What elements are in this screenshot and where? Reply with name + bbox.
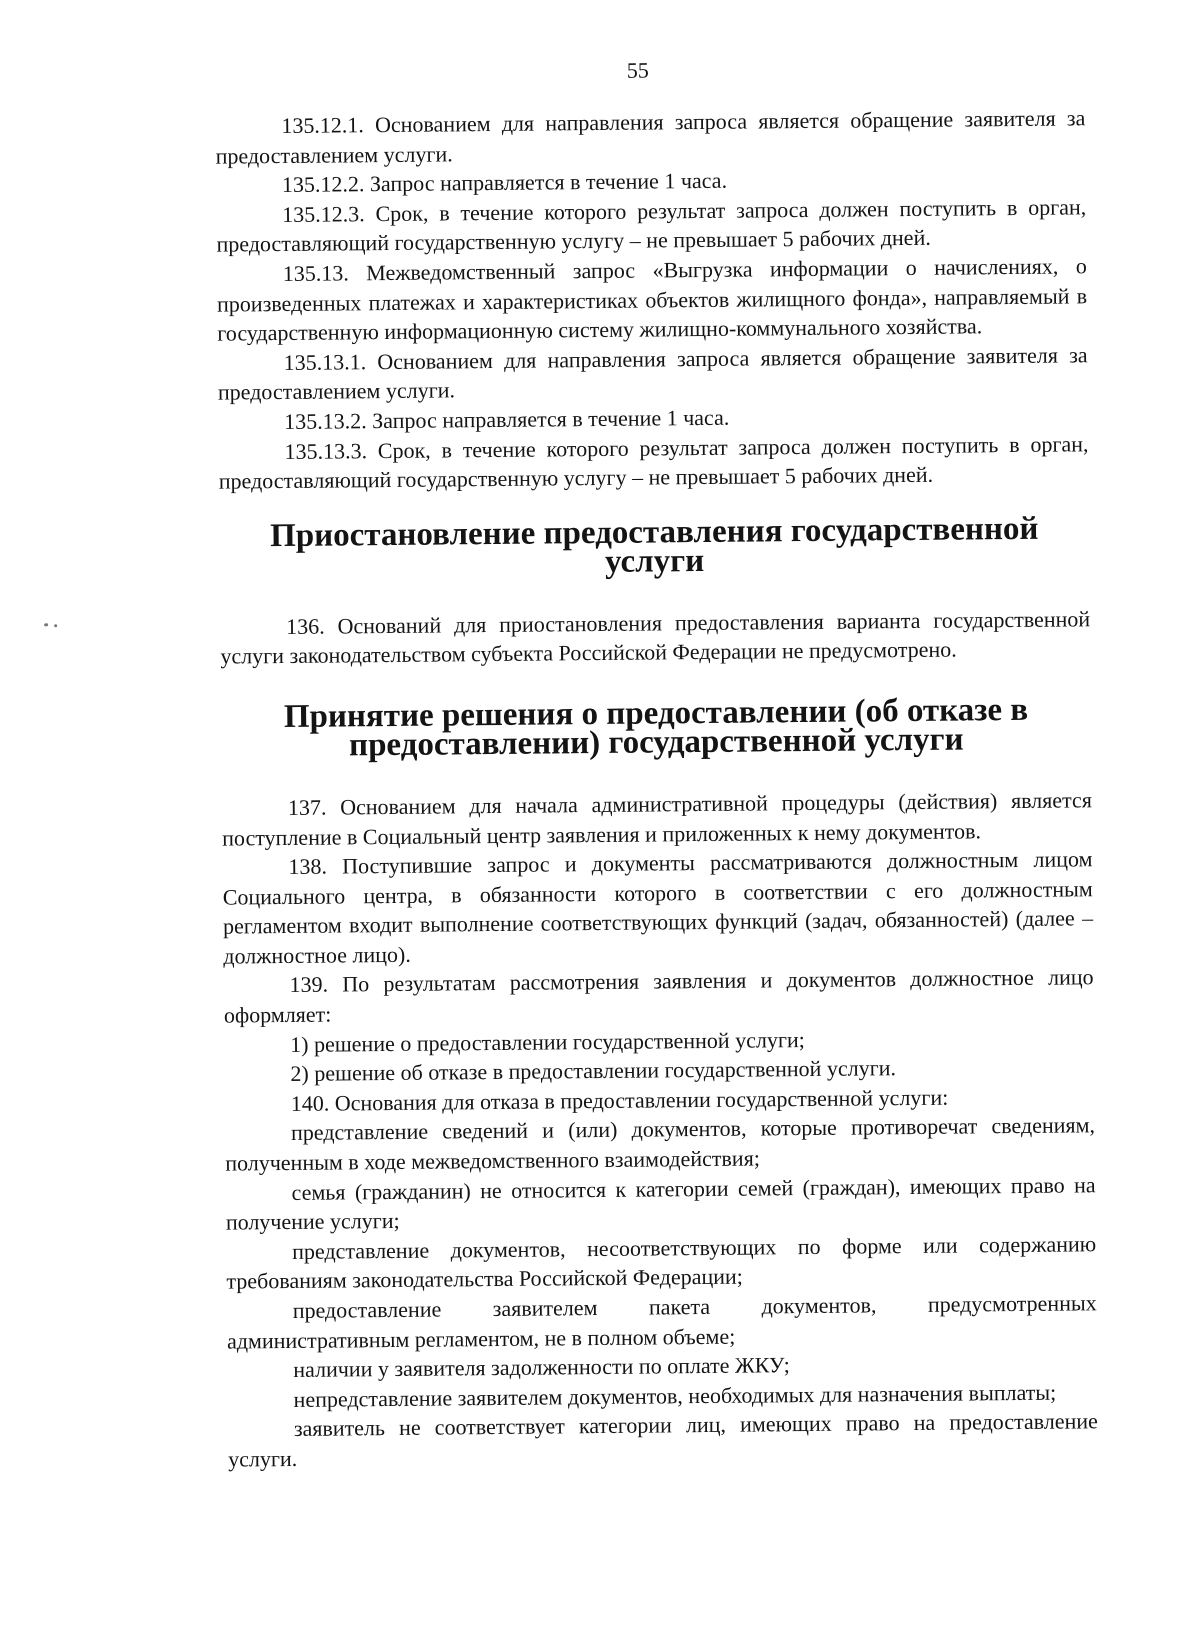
list-item-decision-grant: 1) решение о предоставлении государственной услуги; bbox=[290, 1026, 805, 1057]
refusal-ground-nonconforming-docs: представление документов, несоответствующих по форме или содержанию требованиям законодательства Российской Федерации; bbox=[226, 1231, 1097, 1295]
paragraph-135-13-3: 135.13.3. Срок, в течение которого результат запроса должен поступить в орган, предоставляющий государственную услугу – не превышает 5 рабочих дней. bbox=[218, 430, 1089, 494]
paragraph-135-13-1: 135.13.1. Основанием для направления запроса является обращение заявителя за предоставлением услуги. bbox=[217, 342, 1088, 405]
refusal-ground-debt: наличии у заявителя задолженности по оплате ЖКУ; bbox=[293, 1352, 790, 1383]
paragraph-138: 138. Поступившие запрос и документы рассматриваются должностным лицом Социального центра, в обязанности которого в соответствии с его должностным регламентом входит выполнение соответствующих функций (задач, обязанностей) (далее – должностное лицо). bbox=[222, 846, 1094, 969]
page-number: 55 bbox=[626, 57, 649, 83]
refusal-ground-category: семья (гражданин) не относится к категории семей (граждан), имеющих право на получение услуги; bbox=[225, 1171, 1096, 1235]
list-item-decision-refusal: 2) решение об отказе в предоставлении государственной услуги. bbox=[290, 1055, 897, 1087]
refusal-ground-incomplete-package: предоставление заявителем пакета документов, предусмотренных административным регламентом, не в полном объеме; bbox=[226, 1290, 1097, 1354]
paragraph-137: 137. Основанием для начала административной процедуры (действия) является поступление в Социальный центр заявления и приложенных к нему документов. bbox=[222, 787, 1092, 851]
paragraph-139: 139. По результатам рассмотрения заявления и документов должностное лицо оформляет: bbox=[223, 964, 1094, 1028]
scan-speck bbox=[44, 623, 62, 627]
section-heading-decision: Принятие решения о предоставлении (об отказе в предоставлении) государственной услуги bbox=[283, 691, 1029, 764]
section-heading-suspension: Приостановление предоставления государственной услуги bbox=[269, 510, 1039, 580]
refusal-ground-missing-docs: непредставление заявителем документов, необходимых для назначения выплаты; bbox=[293, 1379, 1057, 1412]
paragraph-135-12-3: 135.12.3. Срок, в течение которого результат запроса должен поступить в орган, предоставляющий государственную услугу – не превышает 5 рабочих дней. bbox=[216, 194, 1087, 258]
paragraph-135-12-2: 135.12.2. Запрос направляется в течение 1 часа. bbox=[281, 167, 728, 198]
paragraph-140: 140. Основания для отказа в предоставлении государственной услуги: bbox=[290, 1084, 949, 1116]
document-body bbox=[215, 103, 1098, 1474]
paragraph-135-13: 135.13. Межведомственный запрос «Выгрузка информации о начислениях, о произведенных платежах и характеристиках объектов жилищного фонда», направляемый в государственную информационную систему жилищно-коммунального хозяйства. bbox=[216, 253, 1088, 346]
paragraph-135-12-1: 135.12.1. Основанием для направления запроса является обращение заявителя за предоставлением услуги. bbox=[215, 105, 1086, 169]
paragraph-136: 136. Оснований для приостановления предоставления варианта государственной услуги законодательством субъекта Российской Федерации не предусмотрено. bbox=[220, 606, 1091, 669]
refusal-ground-contradiction: представление сведений и (или) документов, которые противоречат сведениям, полученным в ходе межведомственного взаимодействия; bbox=[225, 1112, 1096, 1176]
paragraph-135-13-2: 135.13.2. Запрос направляется в течение 1 часа. bbox=[284, 404, 730, 434]
refusal-ground-not-eligible: заявитель не соответствует категории лиц, имеющих право на предоставление услуги. bbox=[228, 1408, 1098, 1472]
